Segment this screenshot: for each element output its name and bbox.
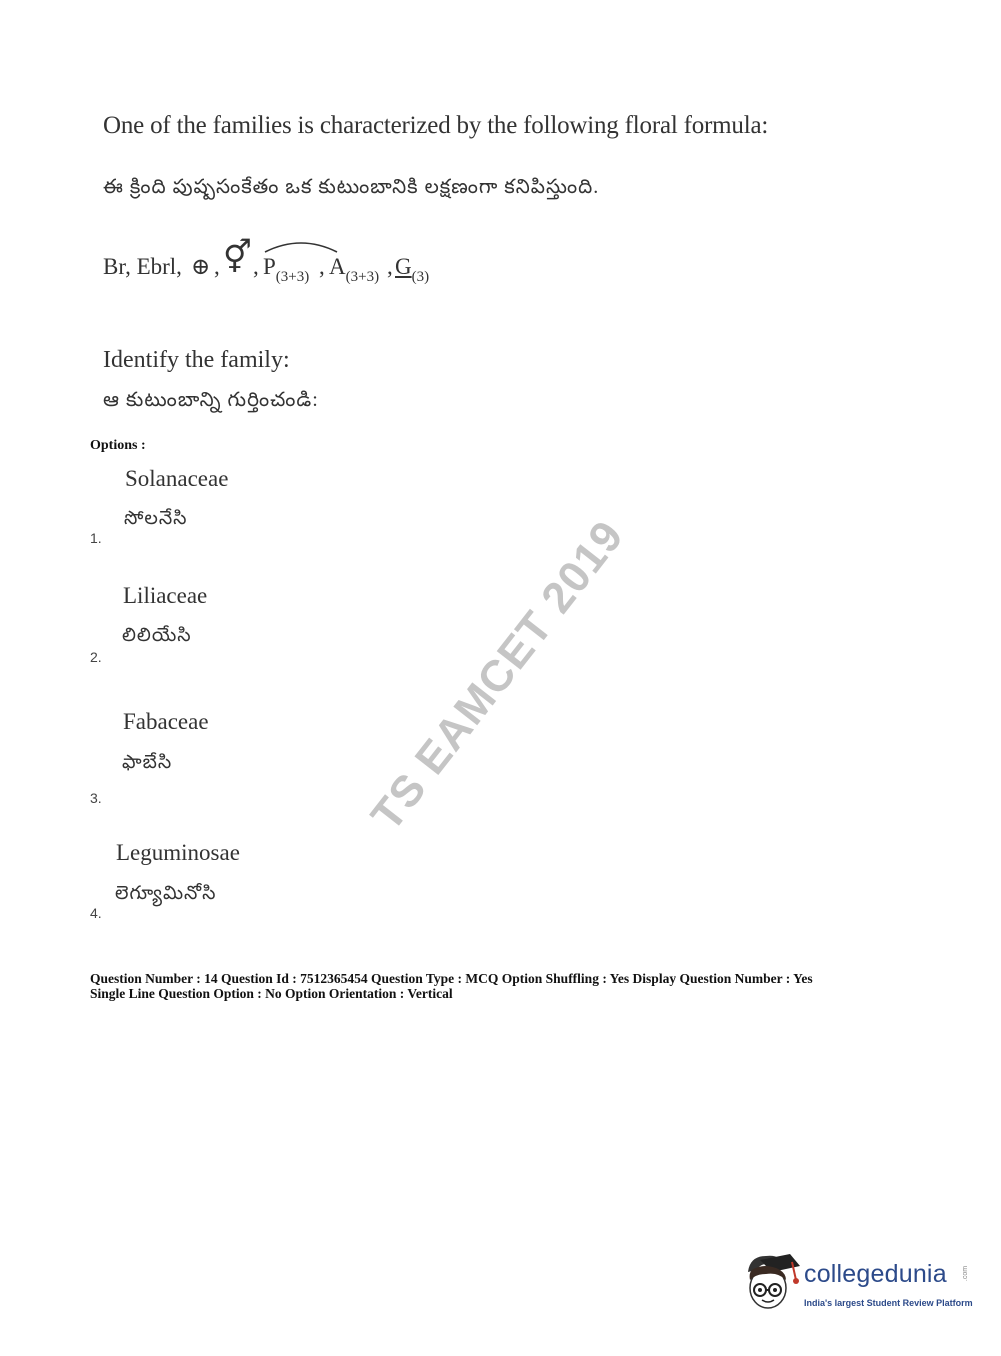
question-metadata-line1: Question Number : 14 Question Id : 7512365454 Question Type : MCQ Option Shuffling : Yes Display Question Number : Yes	[90, 971, 813, 986]
formula-separator: ,	[387, 254, 393, 279]
question-metadata-line2: Single Line Question Option : No Option Orientation : Vertical	[90, 986, 453, 1001]
option-number: 2.	[90, 649, 102, 665]
option-number: 1.	[90, 530, 102, 546]
floral-formula	[103, 238, 463, 294]
options-label: Options :	[90, 438, 146, 453]
option-text-english: Solanaceae	[125, 466, 229, 491]
option-text-english: Leguminosae	[116, 840, 240, 865]
identify-prompt-english: Identify the family:	[103, 347, 290, 373]
actinomorphic-symbol: ⊕	[191, 254, 211, 279]
option-text-telugu: ఫాబేసి	[122, 752, 173, 773]
bisexual-symbol: ⚥	[223, 239, 252, 275]
perianth-term: $P_{(3+3)}$	[263, 254, 310, 285]
collegedunia-logo	[742, 1250, 972, 1316]
formula-prefix: Br, Ebrl,	[103, 254, 182, 279]
option-text-english: Liliaceae	[123, 583, 208, 608]
option-text-telugu: సోలనేసి	[124, 508, 188, 529]
question-text-english: One of the families is characterized by the following floral formula:	[103, 112, 769, 139]
formula-separator: ,	[253, 254, 259, 279]
option-text-telugu: లిలియేసి	[122, 625, 192, 646]
logo-wordmark: collegedunia	[804, 1260, 947, 1288]
logo-tagline: India's largest Student Review Platform	[804, 1298, 973, 1308]
cohesion-arc	[263, 240, 339, 254]
watermark: TS EAMCET 2019	[361, 511, 634, 840]
option-number: 3.	[90, 790, 102, 806]
logo-domain: .com	[962, 1265, 970, 1282]
question-text-telugu: ఈ క్రింది పుష్పసంకేతం ఒక కుటుంబానికి లక్షణంగా కనిపిస్తుంది.	[103, 176, 600, 198]
option-text-english: Fabaceae	[123, 709, 209, 734]
option-number: 4.	[90, 905, 102, 921]
identify-prompt-telugu: ఆ కుటుంబాన్ని గుర్తించండి:	[103, 389, 319, 411]
mascot-icon	[742, 1250, 802, 1316]
formula-separator: ,	[319, 254, 325, 279]
formula-separator: ,	[214, 254, 220, 279]
option-text-telugu: లెగ్యూమినోసి	[115, 883, 217, 904]
gynoecium-term: $G_{(3)}$	[395, 254, 430, 285]
androecium-term: $A_{(3+3)}$	[329, 254, 380, 285]
